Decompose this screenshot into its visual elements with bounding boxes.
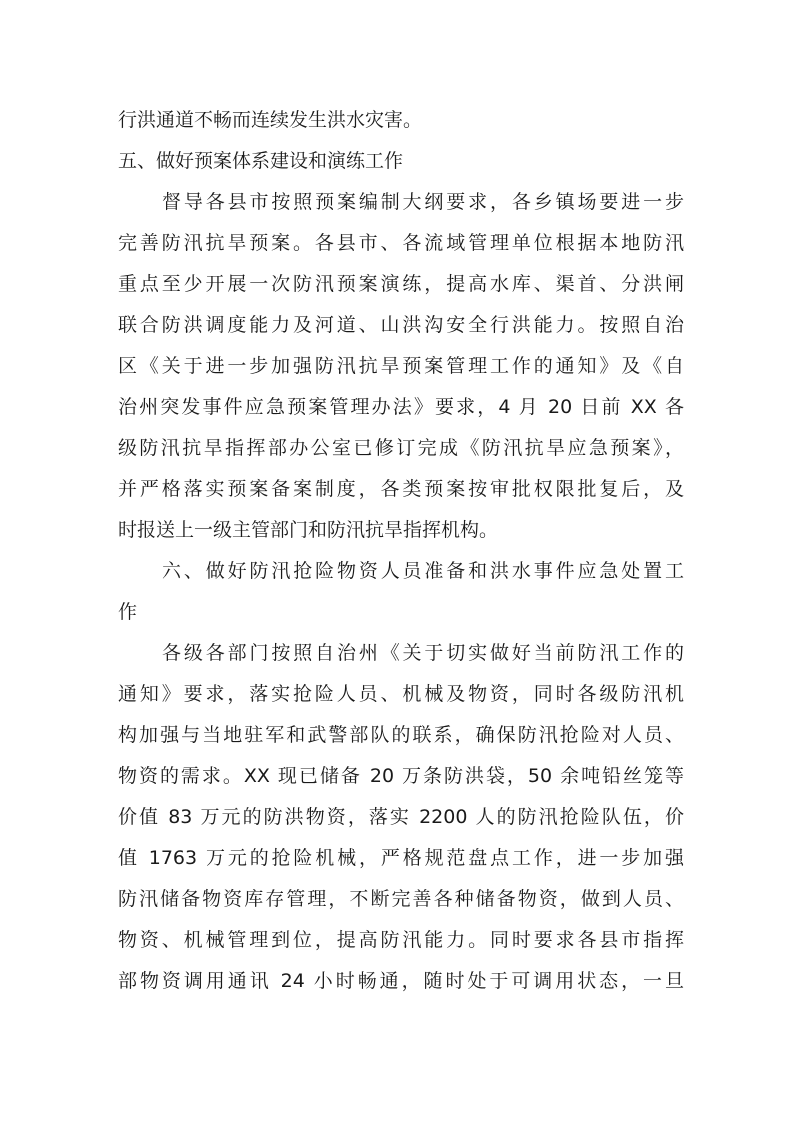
body-text-line: 治州突发事件应急预案管理办法》要求，4 月 20 日前 XX 各 <box>118 396 684 418</box>
section-heading-6: 六、做好防汛抢险物资人员准备和洪水事件应急处置工 <box>162 560 684 582</box>
section-heading-6-continued: 作 <box>118 601 138 623</box>
body-text-line: 构加强与当地驻军和武警部队的联系，确保防汛抢险对人员、 <box>118 724 684 746</box>
body-text-line: 部物资调用通讯 24 小时畅通，随时处于可调用状态，一旦 <box>118 970 684 992</box>
body-text-line: 通知》要求，落实抢险人员、机械及物资，同时各级防汛机 <box>118 683 684 705</box>
body-text-line: 值 1763 万元的抢险机械，严格规范盘点工作，进一步加强 <box>118 847 684 869</box>
document-body <box>118 100 684 1002</box>
body-text-line: 时报送上一级主管部门和防汛抗旱指挥机构。 <box>118 519 499 541</box>
body-text-line: 并严格落实预案备案制度，各类预案按审批权限批复后，及 <box>118 478 684 500</box>
body-text-line: 联合防洪调度能力及河道、山洪沟安全行洪能力。按照自治 <box>118 314 684 336</box>
section-heading-5: 五、做好预案体系建设和演练工作 <box>118 150 404 172</box>
body-text-line: 区《关于进一步加强防汛抗旱预案管理工作的通知》及《自 <box>118 355 684 377</box>
body-text-line: 物资的需求。XX 现已储备 20 万条防洪袋，50 余吨铅丝笼等 <box>118 765 684 787</box>
body-text-line: 行洪通道不畅而连续发生洪水灾害。 <box>118 109 423 131</box>
body-text-line: 重点至少开展一次防汛预案演练，提高水库、渠首、分洪闸 <box>118 273 684 295</box>
body-text-line: 级防汛抗旱指挥部办公室已修订完成《防汛抗旱应急预案》， <box>118 437 684 459</box>
body-text-line: 防汛储备物资库存管理，不断完善各种储备物资，做到人员、 <box>118 888 684 910</box>
body-text-line: 价值 83 万元的防洪物资，落实 2200 人的防汛抢险队伍，价 <box>118 806 684 828</box>
body-text-line: 完善防汛抗旱预案。各县市、各流域管理单位根据本地防汛 <box>118 232 684 254</box>
body-text-line: 物资、机械管理到位，提高防汛能力。同时要求各县市指挥 <box>118 929 684 951</box>
paragraph-first-line: 督导各县市按照预案编制大纲要求，各乡镇场要进一步 <box>162 191 684 213</box>
paragraph-first-line: 各级各部门按照自治州《关于切实做好当前防汛工作的 <box>162 642 684 664</box>
